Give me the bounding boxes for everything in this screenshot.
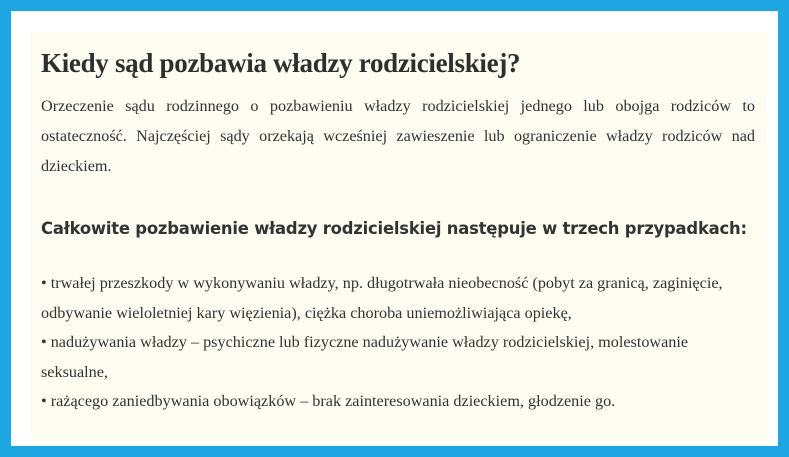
list-item: • rażącego zaniedbywania obowiązków – brak zainteresowania dzieckiem, głodzenie go.: [41, 392, 616, 410]
list-item: • trwałej przeszkody w wykonywaniu władzy, np. długotrwała nieobecność (pobyt za granicą, zaginięcie, odbywanie wieloletniej kary więzienia), ciężka choroba uniemożliwiająca opiekę,: [41, 274, 723, 322]
list-item: • nadużywania władzy – psychiczne lub fizyczne nadużywanie władzy rodzicielskiej, molestowanie seksualne,: [41, 333, 689, 381]
cases-list: [41, 269, 755, 417]
cases-heading: Całkowite pozbawienie władzy rodzicielskiej następuje w trzech przypadkach:: [41, 219, 747, 238]
article-title: Kiedy sąd pozbawia władzy rodzicielskiej?: [41, 48, 521, 78]
article-intro: Orzeczenie sądu rodzinnego o pozbawieniu władzy rodzicielskiej jednego lub obojga rodziców to ostateczność. Najczęściej sądy orzekają wcześniej zawieszenie lub ograniczenie władzy rodziców nad dzieckiem.: [41, 97, 755, 175]
article-panel: [31, 32, 767, 442]
